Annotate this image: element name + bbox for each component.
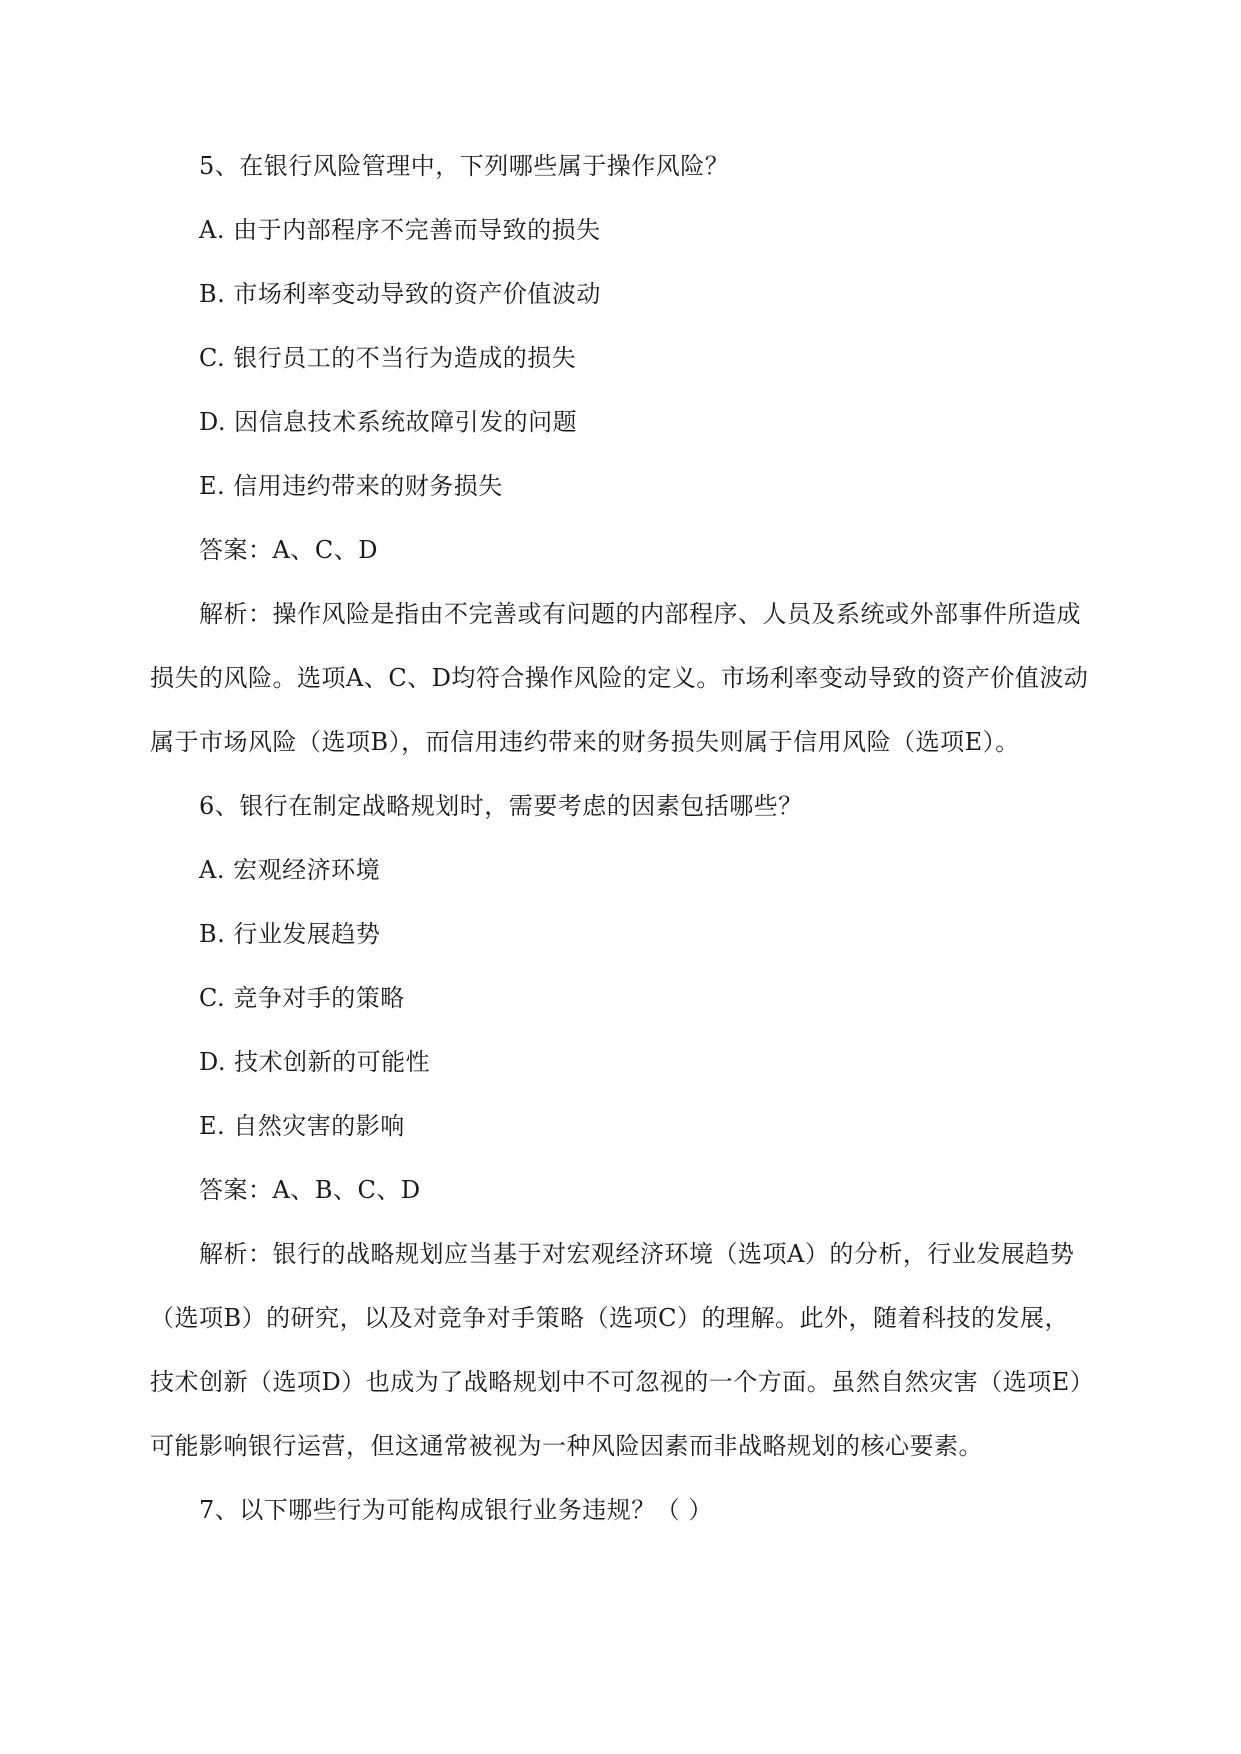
question-6: 6、银行在制定战略规划时，需要考虑的因素包括哪些？ — [199, 792, 803, 820]
q5-analysis-line-3: 属于市场风险（选项B），而信用违约带来的财务损失则属于信用风险（选项E）。 — [150, 728, 1020, 756]
question-7: 7、以下哪些行为可能构成银行业务违规？（ ） — [199, 1496, 713, 1524]
q6-analysis-line-4: 可能影响银行运营，但这通常被视为一种风险因素而非战略规划的核心要素。 — [150, 1432, 983, 1460]
q5-option-a: A. 由于内部程序不完善而导致的损失 — [199, 216, 601, 244]
q5-analysis-line-1: 解析：操作风险是指由不完善或有问题的内部程序、人员及系统或外部事件所造成 — [199, 600, 1081, 628]
q5-option-e: E. 信用违约带来的财务损失 — [199, 472, 503, 500]
q5-option-d: D. 因信息技术系统故障引发的问题 — [199, 408, 578, 436]
q6-option-a: A. 宏观经济环境 — [199, 856, 381, 884]
q6-analysis-line-1: 解析：银行的战略规划应当基于对宏观经济环境（选项A）的分析，行业发展趋势 — [199, 1240, 1075, 1268]
q6-option-b: B. 行业发展趋势 — [199, 920, 381, 948]
q6-answer: 答案：A、B、C、D — [199, 1176, 421, 1204]
q6-analysis-line-2: （选项B）的研究，以及对竞争对手策略（选项C）的理解。此外，随着科技的发展， — [150, 1304, 1069, 1332]
q6-option-d: D. 技术创新的可能性 — [199, 1048, 431, 1076]
q6-option-e: E. 自然灾害的影响 — [199, 1112, 405, 1140]
q5-option-b: B. 市场利率变动导致的资产价值波动 — [199, 280, 601, 308]
q5-answer: 答案：A、C、D — [199, 536, 378, 564]
question-5: 5、在银行风险管理中，下列哪些属于操作风险？ — [199, 152, 730, 180]
q5-analysis-line-2: 损失的风险。选项A、C、D均符合操作风险的定义。市场利率变动导致的资产价值波动 — [150, 664, 1089, 692]
q6-option-c: C. 竞争对手的策略 — [199, 984, 405, 1012]
q6-analysis-line-3: 技术创新（选项D）也成为了战略规划中不可忽视的一个方面。虽然自然灾害（选项E） — [150, 1368, 1095, 1396]
q5-option-c: C. 银行员工的不当行为造成的损失 — [199, 344, 577, 372]
